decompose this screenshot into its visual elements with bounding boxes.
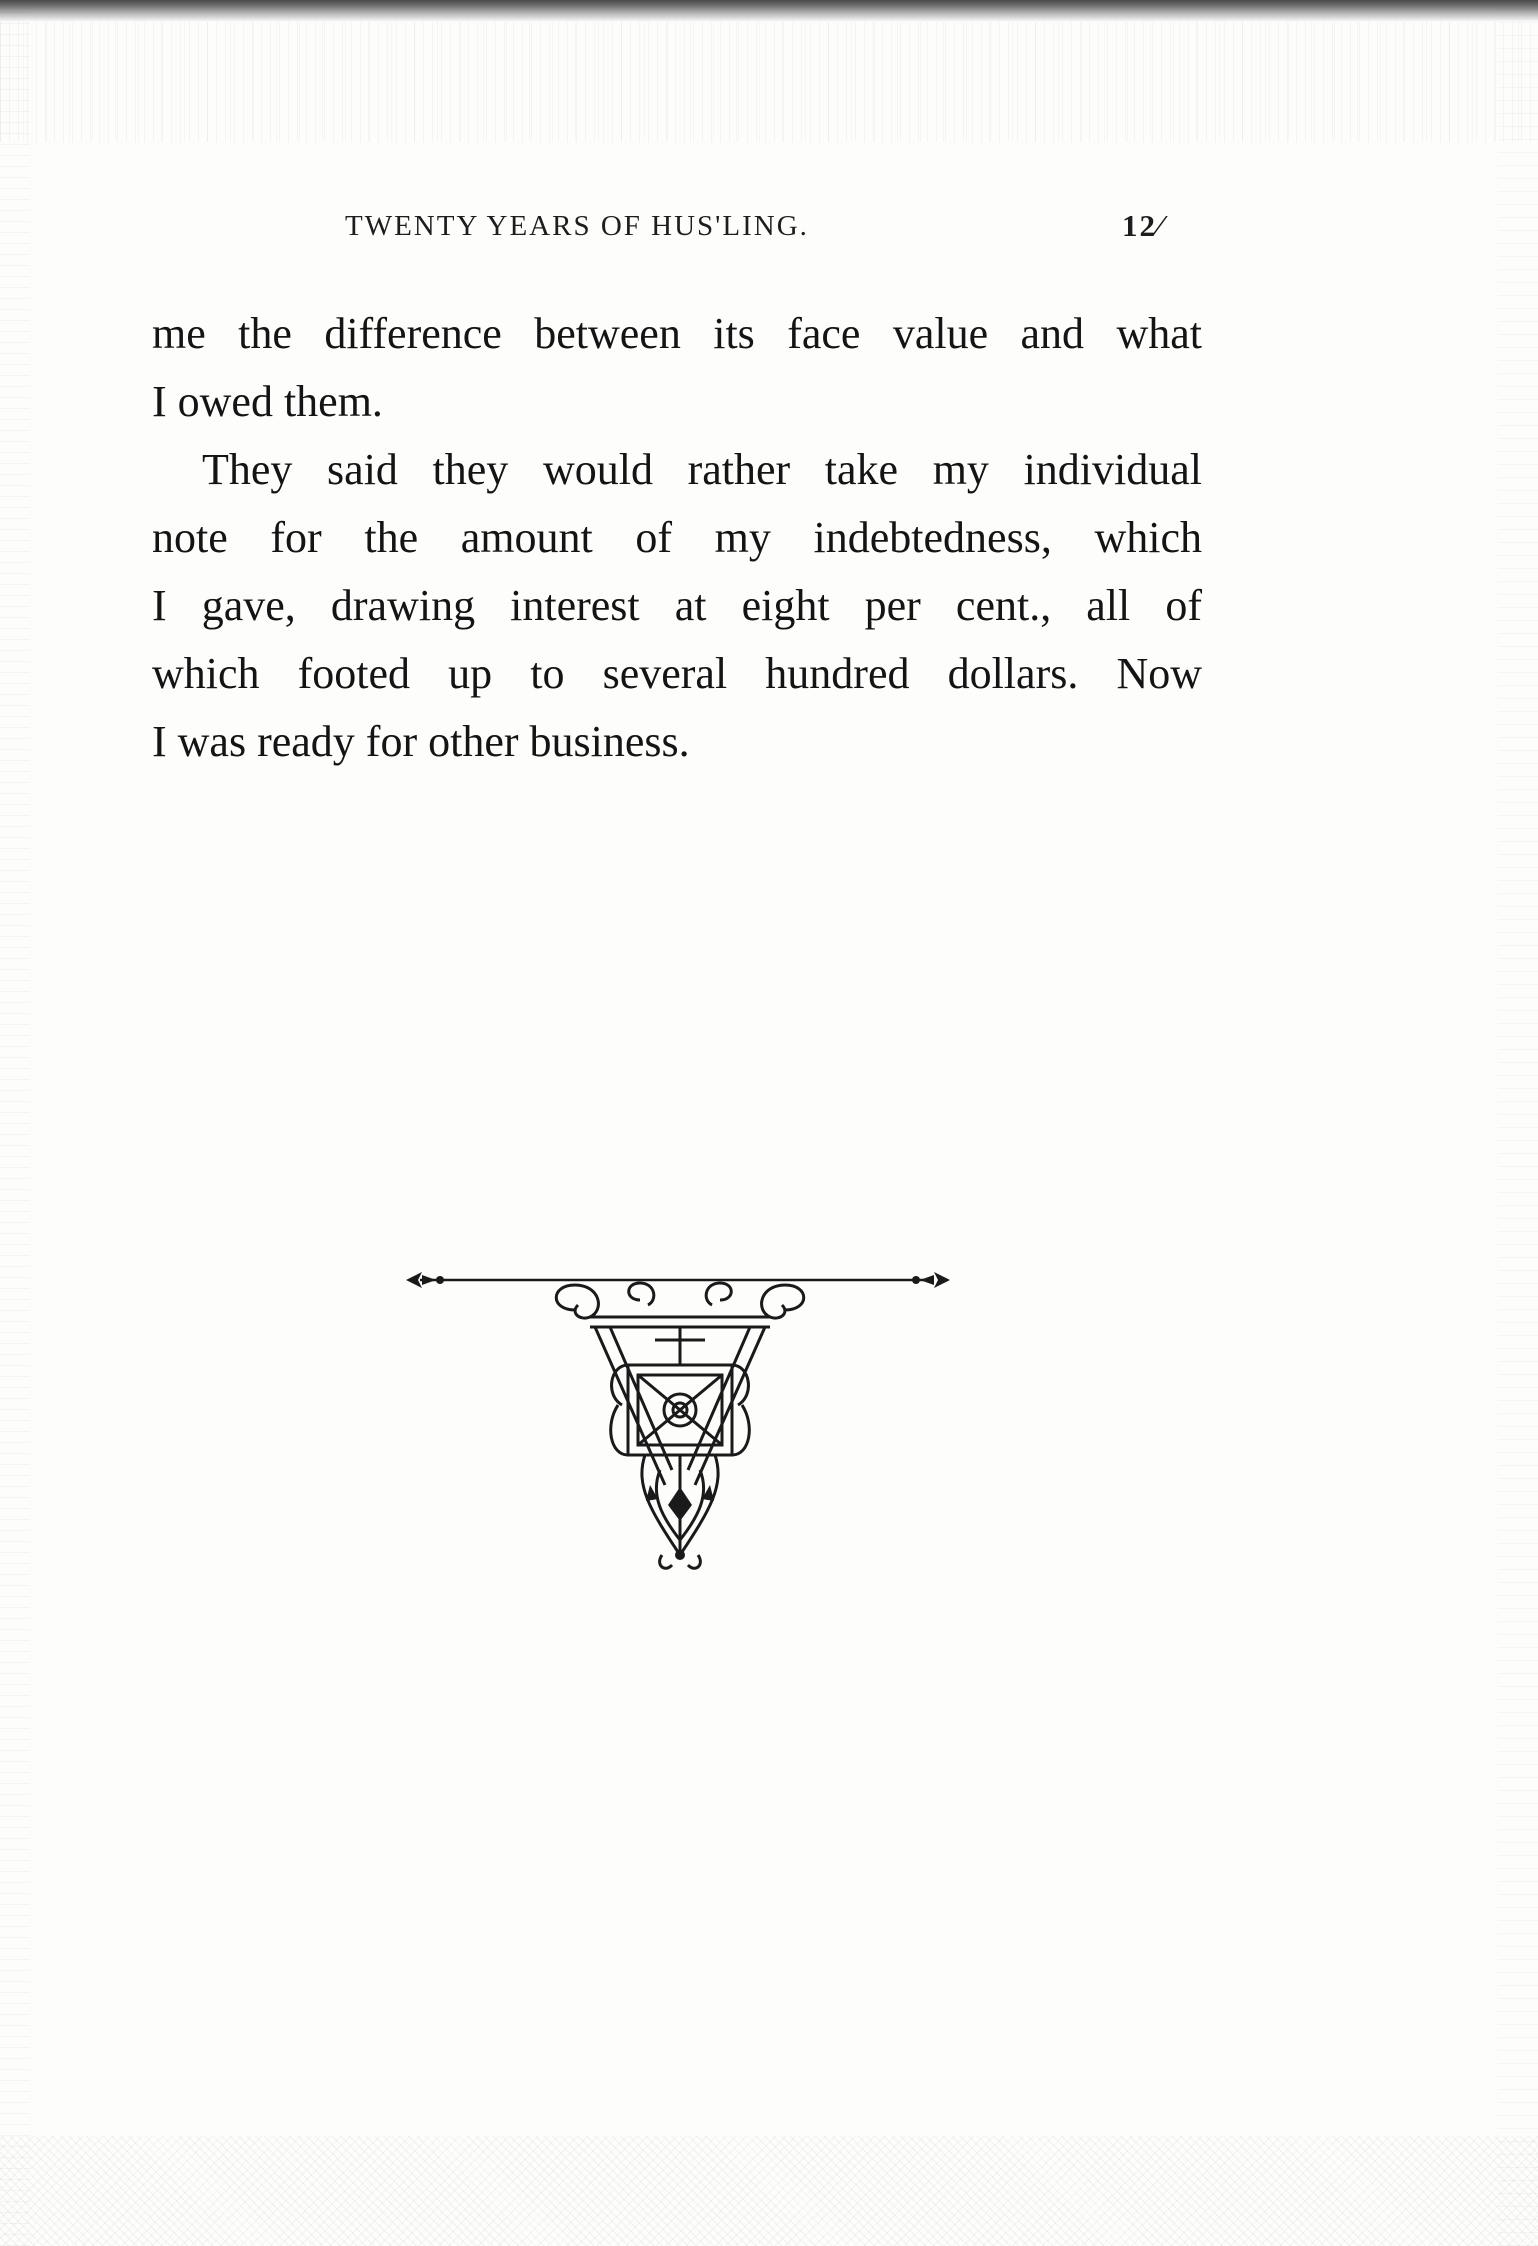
scan-edge-left xyxy=(0,0,30,2246)
text-line: I owed them. xyxy=(152,377,383,426)
page-number: 12⁄ xyxy=(1122,208,1165,243)
text-line: I gave, drawing interest at eight per cent., all of xyxy=(152,581,1202,630)
text-line: They said they would rather take my individual xyxy=(202,445,1202,494)
scan-edge-right xyxy=(1498,0,1538,2246)
body-text xyxy=(152,300,1202,776)
scan-edge-top xyxy=(0,0,1538,22)
tailpiece-ornament-icon xyxy=(400,1255,960,1575)
text-line: I was ready for other business. xyxy=(152,717,690,766)
text-line: note for the amount of my indebtedness, which xyxy=(152,513,1202,562)
running-head-title: TWENTY YEARS OF HUS'LING. xyxy=(345,210,809,242)
text-line: which footed up to several hundred dollars. Now xyxy=(152,649,1202,698)
scan-edge-bottom xyxy=(0,2136,1538,2246)
scan-speckle xyxy=(0,22,1538,142)
text-line: me the difference between its face value and what xyxy=(152,309,1202,358)
